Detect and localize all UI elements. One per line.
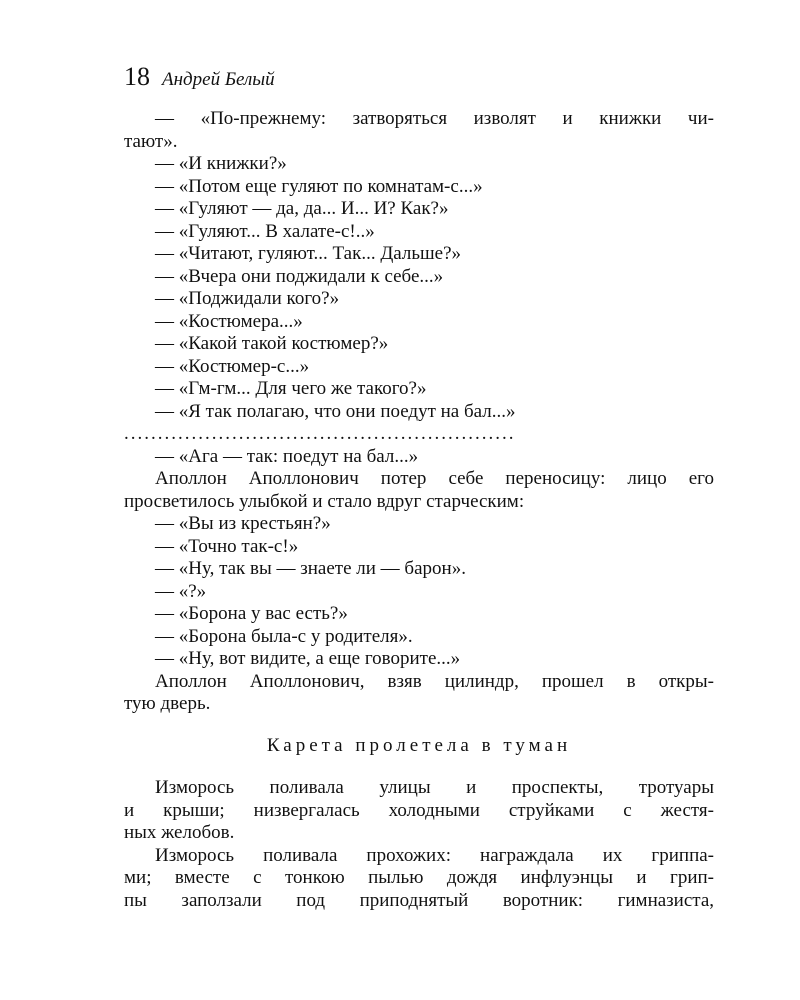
page-header [124, 62, 275, 92]
text-line: ми; вместе с тонкою пылью дождя инфлуэнцы и грип- [124, 867, 714, 888]
chapter-title: Карета пролетела в туман [266, 734, 572, 756]
text-line: — «?» [155, 580, 207, 602]
text-line: тают». [124, 130, 178, 152]
text-line: — «Борона у вас есть?» [155, 603, 348, 624]
text-line: — «Костюмера...» [155, 310, 303, 332]
text-line: — «Вы из крестьян?» [155, 513, 331, 534]
text-line: ных желобов. [124, 822, 235, 843]
text-line: — «Костюмер-с...» [155, 355, 310, 377]
text-line: просветилось улыбкой и стало вдруг старческим: [124, 490, 525, 512]
text-line: — «По-прежнему: затворяться изволят и книжки чи- [155, 108, 714, 129]
text-line: — «Читают, гуляют... Так... Дальше?» [155, 243, 462, 264]
text-line: — «И книжки?» [155, 153, 287, 174]
text-line: Аполлон Аполлонович потер себе переносицу: лицо его [155, 468, 714, 489]
body-text [124, 108, 714, 912]
text-line: — «Вчера они поджидали к себе...» [155, 265, 444, 287]
text-line: — «Ага — так: поедут на бал...» [155, 445, 419, 467]
text-line: — «Гм-гм... Для чего же такого?» [155, 378, 427, 399]
text-line: — «Потом еще гуляют по комнатам-с...» [155, 175, 483, 197]
text-line: — «Борона была-с у родителя». [155, 625, 413, 647]
dotted-separator: .......................................................... [124, 423, 516, 444]
text-line: — «Точно так-с!» [155, 535, 299, 557]
text-line: — «Гуляют — да, да... И... И? Как?» [155, 198, 449, 219]
text-line: — «Гуляют... В халате-с!..» [155, 220, 375, 242]
running-head-author: Андрей Белый [162, 69, 275, 90]
text-line: — «Я так полагаю, что они поедут на бал...» [155, 400, 516, 422]
text-line: — «Ну, вот видите, а еще говорите...» [155, 648, 461, 669]
text-line: Аполлон Аполлонович, взяв цилиндр, прошел в откры- [155, 670, 714, 692]
page-number: 18 [124, 62, 150, 91]
text-line: — «Ну, так вы — знаете ли — барон». [155, 558, 466, 579]
text-line: — «Поджидали кого?» [155, 288, 340, 309]
text-line: пы заползали под приподнятый воротник: гимназиста, [124, 889, 714, 911]
text-line: тую дверь. [124, 693, 211, 714]
text-line: — «Какой такой костюмер?» [155, 333, 389, 354]
text-line: Изморось поливала улицы и проспекты, тротуары [155, 777, 714, 798]
text-line: и крыши; низвергалась холодными струйками с жестя- [124, 799, 714, 821]
text-line: Изморось поливала прохожих: награждала их гриппа- [155, 844, 714, 866]
